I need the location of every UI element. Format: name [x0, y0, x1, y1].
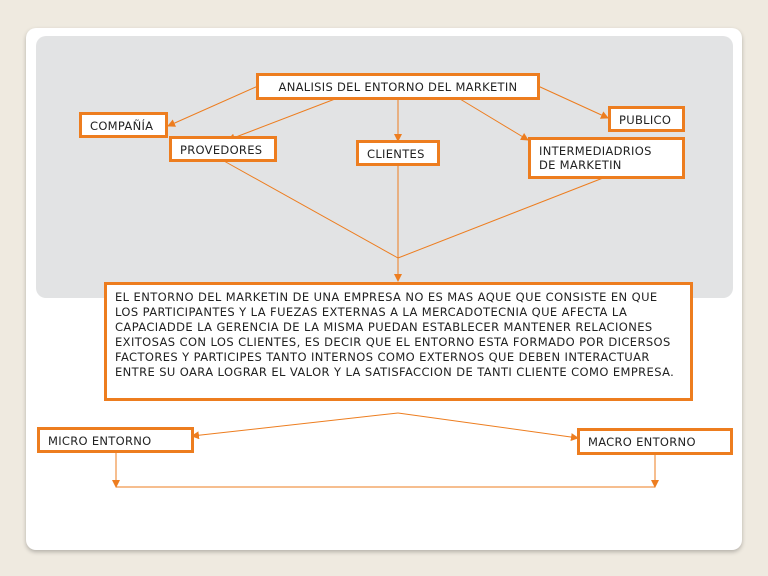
- proveedores-node: PROVEDORES: [169, 136, 277, 162]
- publico-node: PUBLICO: [608, 106, 685, 132]
- intermediarios-node: INTERMEDIADRIOS DE MARKETIN: [528, 137, 685, 179]
- micro-entorno-node: MICRO ENTORNO: [37, 427, 194, 453]
- root-node: ANALISIS DEL ENTORNO DEL MARKETIN: [256, 73, 540, 100]
- arrow-definition-to-macro: [398, 413, 578, 438]
- arrow-root-to-compania: [168, 86, 258, 126]
- macro-entorno-node: MACRO ENTORNO: [577, 428, 733, 455]
- compania-node: COMPAÑÍA: [79, 112, 168, 138]
- line-intermediarios-to-definition: [398, 178, 603, 258]
- arrow-definition-to-micro: [192, 413, 398, 436]
- definition-node: EL ENTORNO DEL MARKETIN DE UNA EMPRESA NO ES MAS AQUE QUE CONSISTE EN QUE LOS PARTICIPANTES Y LA FUEZAS EXTERNAS A LA MERCADOTECNIA QUE AFECTA LA CAPACIADDE LA GERENCIA DE LA MISMA PUEDAN ESTABLECER MANTENER RELACIONES EXITOSAS CON LOS CLIENTES, ES DECIR QUE EL ENTORNO ESTA FORMADO POR DICERSOS FACTORES Y PARTICIPES TANTO INTERNOS COMO EXTERNOS QUE DEBEN INTERACTUAR ENTRE SU OARA LOGRAR EL VALOR Y LA SATISFACCION DE TANTI CLIENTE COMO EMPRESA.: [104, 282, 693, 401]
- line-proveedores-to-definition: [224, 161, 398, 258]
- clientes-node: CLIENTES: [356, 140, 440, 166]
- arrow-root-to-proveedores: [228, 99, 335, 140]
- arrow-root-to-intermediarios: [460, 99, 528, 140]
- arrow-root-to-publico: [538, 86, 608, 118]
